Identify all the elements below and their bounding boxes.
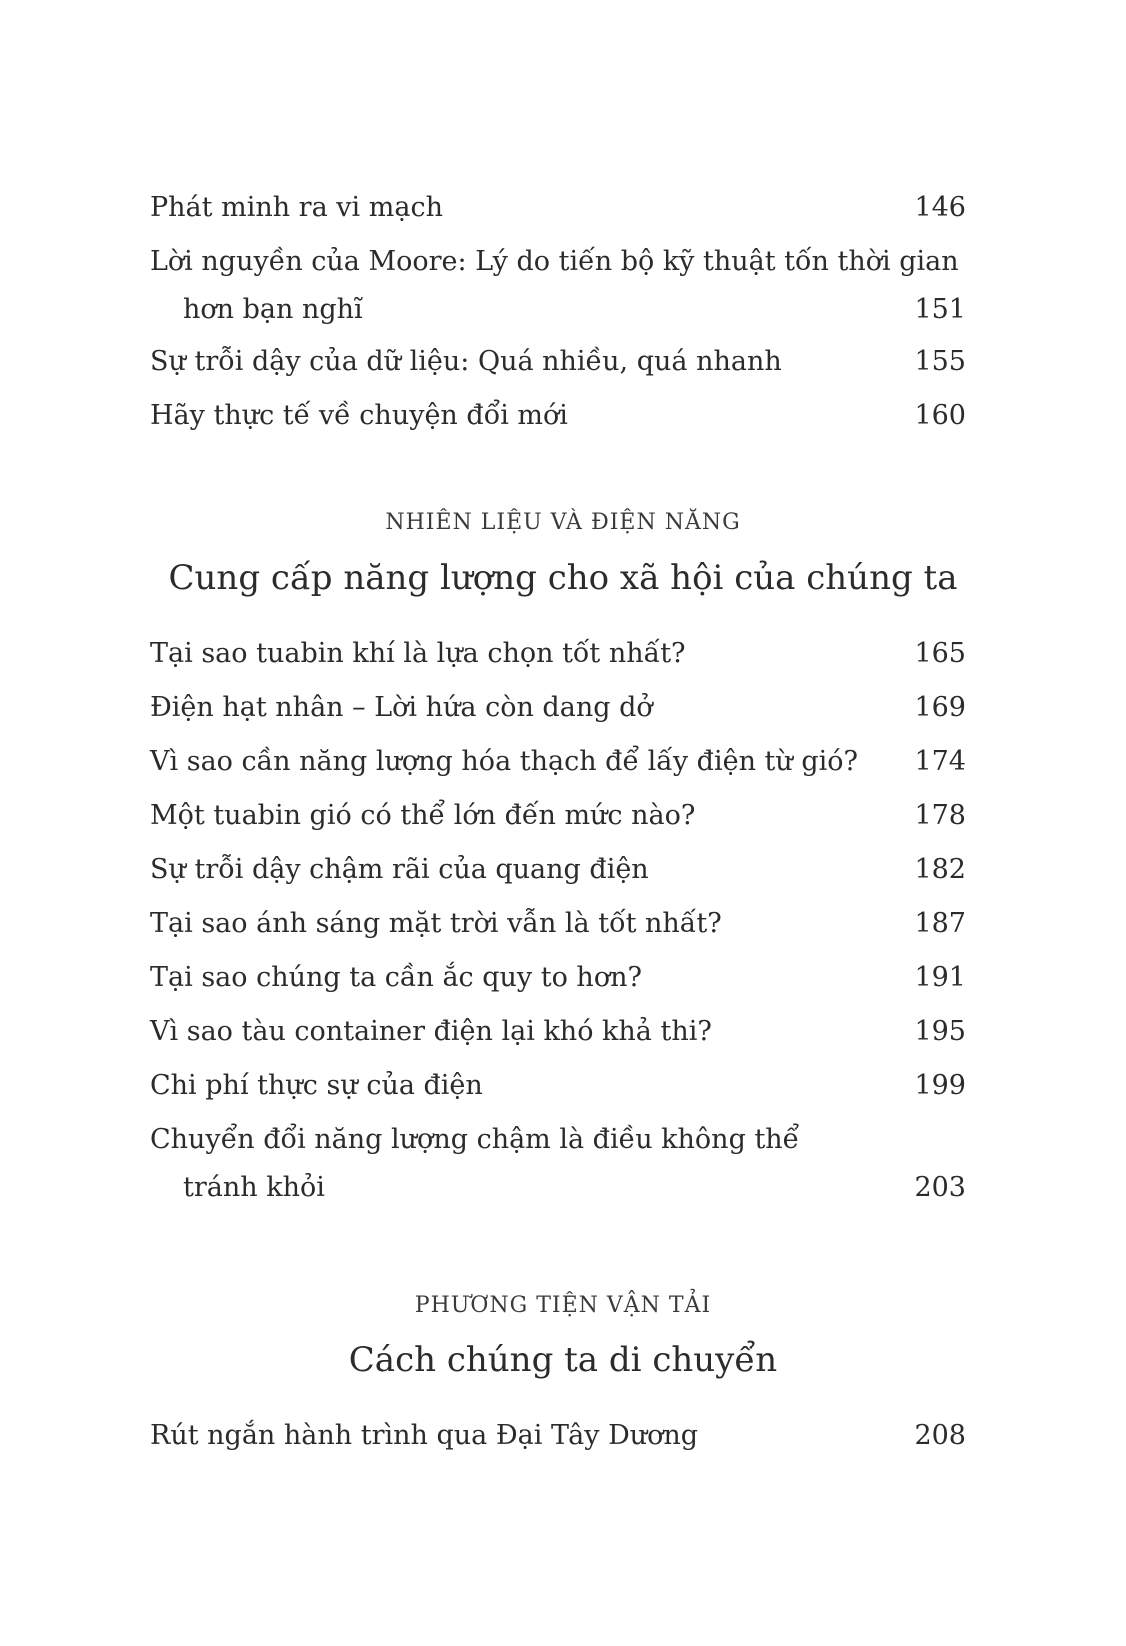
toc-entry bbox=[150, 238, 966, 334]
toc-entry-page: 165 bbox=[914, 638, 966, 669]
toc-entry-page: 203 bbox=[914, 1172, 966, 1203]
toc-entry-page: 146 bbox=[914, 192, 966, 223]
toc-entry-page: 195 bbox=[914, 1016, 966, 1047]
toc-entry bbox=[150, 1116, 966, 1212]
toc-entry bbox=[150, 846, 966, 894]
toc-entry-page: 182 bbox=[914, 854, 966, 885]
toc-entry-title: Rút ngắn hành trình qua Đại Tây Dương bbox=[150, 1420, 699, 1451]
toc-entry-title: Hãy thực tế về chuyện đổi mới bbox=[150, 400, 568, 431]
toc-entry-page: 199 bbox=[914, 1070, 966, 1101]
toc-entry bbox=[150, 684, 966, 732]
toc-entry-title: Vì sao tàu container điện lại khó khả thi? bbox=[150, 1016, 712, 1047]
toc-entry-page: 208 bbox=[914, 1420, 966, 1451]
toc-entry-title: Tại sao chúng ta cần ắc quy to hơn? bbox=[150, 962, 642, 993]
toc-entry bbox=[150, 1008, 966, 1056]
toc-entry-page: 160 bbox=[914, 400, 966, 431]
toc-entry bbox=[150, 954, 966, 1002]
toc-entry bbox=[150, 1062, 966, 1110]
toc-entry-page: 155 bbox=[914, 346, 966, 377]
toc-entry-title: Phát minh ra vi mạch bbox=[150, 192, 443, 223]
toc-entry bbox=[150, 1412, 966, 1460]
section-label: NHIÊN LIỆU VÀ ĐIỆN NĂNG bbox=[385, 510, 741, 535]
toc-entry bbox=[150, 630, 966, 678]
toc-entry-title: Lời nguyền của Moore: Lý do tiến bộ kỹ thuật tốn thời gian hơn bạn nghĩ bbox=[150, 246, 959, 325]
toc-entry-title: Chi phí thực sự của điện bbox=[150, 1070, 483, 1101]
toc-entry-page: 169 bbox=[914, 692, 966, 723]
toc-entry-title: Một tuabin gió có thể lớn đến mức nào? bbox=[150, 800, 696, 831]
toc-entry-page: 151 bbox=[914, 294, 966, 325]
toc-entry-title: Sự trỗi dậy chậm rãi của quang điện bbox=[150, 854, 649, 885]
toc-entry bbox=[150, 738, 966, 786]
toc-entry bbox=[150, 392, 966, 440]
toc-entry-page: 187 bbox=[914, 908, 966, 939]
toc-entry-title: Điện hạt nhân – Lời hứa còn dang dở bbox=[150, 692, 653, 723]
toc-entry-title: Sự trỗi dậy của dữ liệu: Quá nhiều, quá nhanh bbox=[150, 346, 782, 377]
toc-entry bbox=[150, 184, 966, 232]
toc-entry-page: 174 bbox=[914, 746, 966, 777]
toc-entry-title: Vì sao cần năng lượng hóa thạch để lấy điện từ gió? bbox=[150, 746, 859, 777]
section-title: Cung cấp năng lượng cho xã hội của chúng ta bbox=[168, 558, 958, 598]
toc-entry bbox=[150, 792, 966, 840]
toc-entry-page: 178 bbox=[914, 800, 966, 831]
toc-entry-title: Tại sao tuabin khí là lựa chọn tốt nhất? bbox=[150, 638, 686, 669]
toc-entry-page: 191 bbox=[914, 962, 966, 993]
toc-entry-title: Chuyển đổi năng lượng chậm là điều không thể tránh khỏi bbox=[150, 1124, 800, 1203]
toc-entry-title: Tại sao ánh sáng mặt trời vẫn là tốt nhất? bbox=[150, 908, 722, 939]
toc-entry bbox=[150, 900, 966, 948]
section-label: PHƯƠNG TIỆN VẬN TẢI bbox=[414, 1293, 712, 1318]
section-title: Cách chúng ta di chuyển bbox=[348, 1340, 778, 1380]
toc-entry bbox=[150, 338, 966, 386]
